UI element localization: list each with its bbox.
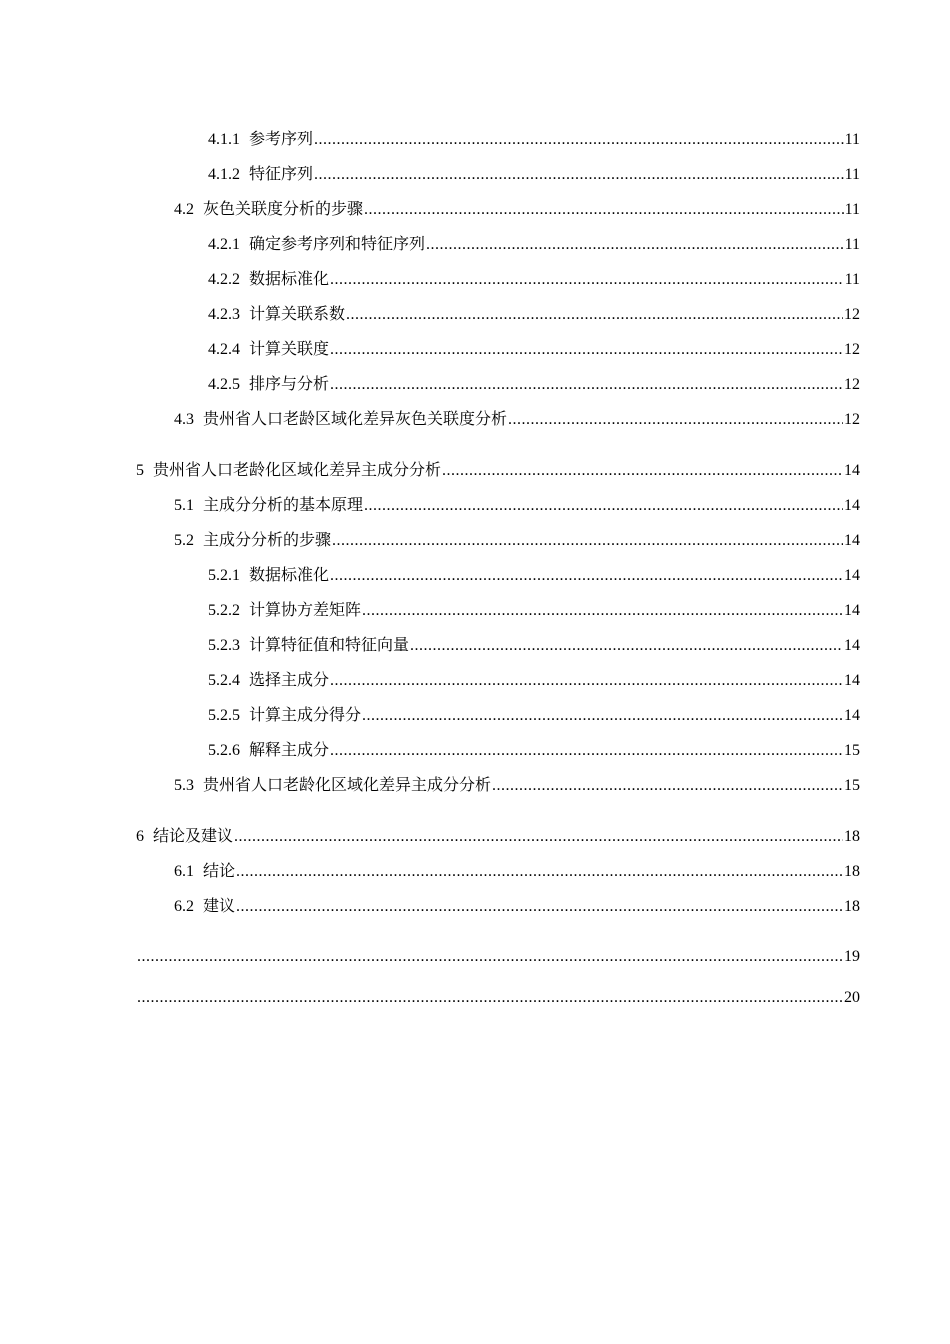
toc-entry-6-2[interactable] bbox=[136, 888, 860, 923]
toc-entry-5-2-2[interactable] bbox=[136, 592, 860, 627]
toc-entry-number: 4.3 bbox=[174, 411, 194, 428]
table-of-contents bbox=[136, 121, 860, 1015]
toc-entry-4-2-4[interactable] bbox=[136, 331, 860, 366]
toc-entry-title: 贵州省人口老龄区域化差异灰色关联度分析 bbox=[203, 409, 508, 428]
toc-entry-acknowledgements[interactable] bbox=[136, 980, 860, 1015]
toc-dot-leader bbox=[362, 698, 843, 733]
toc-entry-number: 4.2.1 bbox=[208, 236, 240, 253]
toc-entry-page: 14 bbox=[844, 637, 860, 654]
toc-entry-title: 灰色关联度分析的步骤 bbox=[203, 199, 364, 218]
toc-entry-number: 5.2.1 bbox=[208, 567, 240, 584]
toc-entry-4-2-1[interactable] bbox=[136, 226, 860, 261]
toc-entry-number: 4.2.5 bbox=[208, 376, 240, 393]
toc-dot-leader bbox=[426, 227, 844, 262]
toc-entry-title: 结论及建议 bbox=[153, 826, 234, 845]
toc-dot-leader bbox=[314, 122, 844, 157]
toc-dot-leader bbox=[346, 297, 843, 332]
toc-entry-page: 19 bbox=[844, 948, 860, 965]
toc-entry-4-2-3[interactable] bbox=[136, 296, 860, 331]
toc-entry-number: 4.2 bbox=[174, 201, 194, 218]
toc-entry-5-1[interactable] bbox=[136, 487, 860, 522]
toc-entry-5-3[interactable] bbox=[136, 767, 860, 802]
toc-entry-page: 11 bbox=[844, 131, 860, 148]
toc-entry-title: 计算特征值和特征向量 bbox=[249, 635, 410, 654]
toc-entry-number: 5.2.5 bbox=[208, 707, 240, 724]
toc-entry-page: 11 bbox=[844, 236, 860, 253]
toc-entry-number: 5.2.6 bbox=[208, 742, 240, 759]
toc-entry-title: 数据标准化 bbox=[249, 269, 330, 288]
toc-dot-leader bbox=[314, 157, 844, 192]
toc-entry-title: 建议 bbox=[203, 896, 236, 915]
toc-entry-title: 主成分分析的步骤 bbox=[203, 530, 332, 549]
toc-dot-leader bbox=[236, 889, 843, 924]
toc-entry-5-2-5[interactable] bbox=[136, 697, 860, 732]
toc-dot-leader bbox=[332, 523, 843, 558]
toc-dot-leader bbox=[508, 402, 843, 437]
toc-dot-leader bbox=[330, 663, 843, 698]
toc-dot-leader bbox=[137, 939, 843, 974]
toc-entry-page: 11 bbox=[844, 271, 860, 288]
toc-entry-title: 贵州省人口老龄化区域化差异主成分分析 bbox=[153, 460, 442, 479]
toc-dot-leader bbox=[137, 980, 843, 1015]
toc-entry-number: 4.2.4 bbox=[208, 341, 240, 358]
toc-entry-6-1[interactable] bbox=[136, 853, 860, 888]
toc-entry-page: 18 bbox=[844, 898, 860, 915]
toc-entry-title: 主成分分析的基本原理 bbox=[203, 495, 364, 514]
toc-dot-leader bbox=[492, 768, 843, 803]
toc-dot-leader bbox=[330, 558, 843, 593]
toc-entry-page: 14 bbox=[844, 462, 860, 479]
toc-entry-title: 结论 bbox=[203, 861, 236, 880]
toc-entry-page: 12 bbox=[844, 341, 860, 358]
toc-dot-leader bbox=[330, 367, 843, 402]
toc-dot-leader bbox=[236, 854, 843, 889]
toc-entry-page: 12 bbox=[844, 376, 860, 393]
toc-entry-5-2[interactable] bbox=[136, 522, 860, 557]
toc-entry-number: 5.2.4 bbox=[208, 672, 240, 689]
toc-entry-number: 5 bbox=[136, 462, 144, 479]
toc-entry-title: 贵州省人口老龄化区域化差异主成分分析 bbox=[203, 775, 492, 794]
toc-entry-page: 14 bbox=[844, 602, 860, 619]
toc-entry-page: 14 bbox=[844, 672, 860, 689]
toc-entry-title: 数据标准化 bbox=[249, 565, 330, 584]
toc-entry-page: 14 bbox=[844, 497, 860, 514]
toc-dot-leader bbox=[330, 733, 843, 768]
toc-entry-page: 14 bbox=[844, 707, 860, 724]
toc-entry-4-2-5[interactable] bbox=[136, 366, 860, 401]
toc-dot-leader bbox=[330, 262, 844, 297]
toc-dot-leader bbox=[234, 819, 843, 854]
toc-entry-title: 计算关联系数 bbox=[249, 304, 346, 323]
toc-dot-leader bbox=[364, 488, 843, 523]
toc-entry-4-3[interactable] bbox=[136, 401, 860, 436]
toc-entry-title: 参考序列 bbox=[249, 129, 314, 148]
toc-entry-page: 11 bbox=[844, 166, 860, 183]
toc-dot-leader bbox=[410, 628, 843, 663]
toc-entry-5-2-4[interactable] bbox=[136, 662, 860, 697]
toc-entry-number: 5.2.2 bbox=[208, 602, 240, 619]
toc-entry-title: 选择主成分 bbox=[249, 670, 330, 689]
toc-entry-page: 12 bbox=[844, 306, 860, 323]
toc-entry-number: 4.2.3 bbox=[208, 306, 240, 323]
toc-entry-page: 14 bbox=[844, 567, 860, 584]
toc-entry-number: 4.1.1 bbox=[208, 131, 240, 148]
toc-entry-page: 15 bbox=[844, 742, 860, 759]
toc-dot-leader bbox=[330, 332, 843, 367]
toc-entry-title: 计算主成分得分 bbox=[249, 705, 362, 724]
toc-entry-number: 5.2.3 bbox=[208, 637, 240, 654]
toc-entry-number: 5.3 bbox=[174, 777, 194, 794]
toc-entry-5[interactable] bbox=[136, 452, 860, 487]
toc-dot-leader bbox=[442, 453, 843, 488]
toc-entry-number: 6 bbox=[136, 828, 144, 845]
toc-entry-5-2-1[interactable] bbox=[136, 557, 860, 592]
toc-entry-title: 排序与分析 bbox=[249, 374, 330, 393]
toc-entry-4-1-1[interactable] bbox=[136, 121, 860, 156]
toc-entry-page: 18 bbox=[844, 828, 860, 845]
toc-entry-page: 15 bbox=[844, 777, 860, 794]
toc-entry-4-2-2[interactable] bbox=[136, 261, 860, 296]
toc-entry-title: 解释主成分 bbox=[249, 740, 330, 759]
toc-entry-page: 11 bbox=[844, 201, 860, 218]
toc-entry-title: 计算关联度 bbox=[249, 339, 330, 358]
toc-entry-page: 20 bbox=[844, 989, 860, 1006]
toc-entry-6[interactable] bbox=[136, 818, 860, 853]
toc-entry-number: 5.1 bbox=[174, 497, 194, 514]
toc-entry-4-1-2[interactable] bbox=[136, 156, 860, 191]
toc-entry-5-2-6[interactable] bbox=[136, 732, 860, 767]
toc-entry-number: 4.2.2 bbox=[208, 271, 240, 288]
toc-entry-number: 6.2 bbox=[174, 898, 194, 915]
toc-entry-title: 计算协方差矩阵 bbox=[249, 600, 362, 619]
toc-entry-page: 14 bbox=[844, 532, 860, 549]
toc-entry-title: 特征序列 bbox=[249, 164, 314, 183]
toc-dot-leader bbox=[364, 192, 844, 227]
toc-entry-number: 5.2 bbox=[174, 532, 194, 549]
toc-entry-4-2[interactable] bbox=[136, 191, 860, 226]
toc-entry-page: 12 bbox=[844, 411, 860, 428]
toc-entry-references[interactable] bbox=[136, 939, 860, 974]
toc-entry-number: 4.1.2 bbox=[208, 166, 240, 183]
toc-entry-number: 6.1 bbox=[174, 863, 194, 880]
toc-dot-leader bbox=[362, 593, 843, 628]
toc-entry-5-2-3[interactable] bbox=[136, 627, 860, 662]
toc-entry-title: 确定参考序列和特征序列 bbox=[249, 234, 426, 253]
toc-entry-page: 18 bbox=[844, 863, 860, 880]
